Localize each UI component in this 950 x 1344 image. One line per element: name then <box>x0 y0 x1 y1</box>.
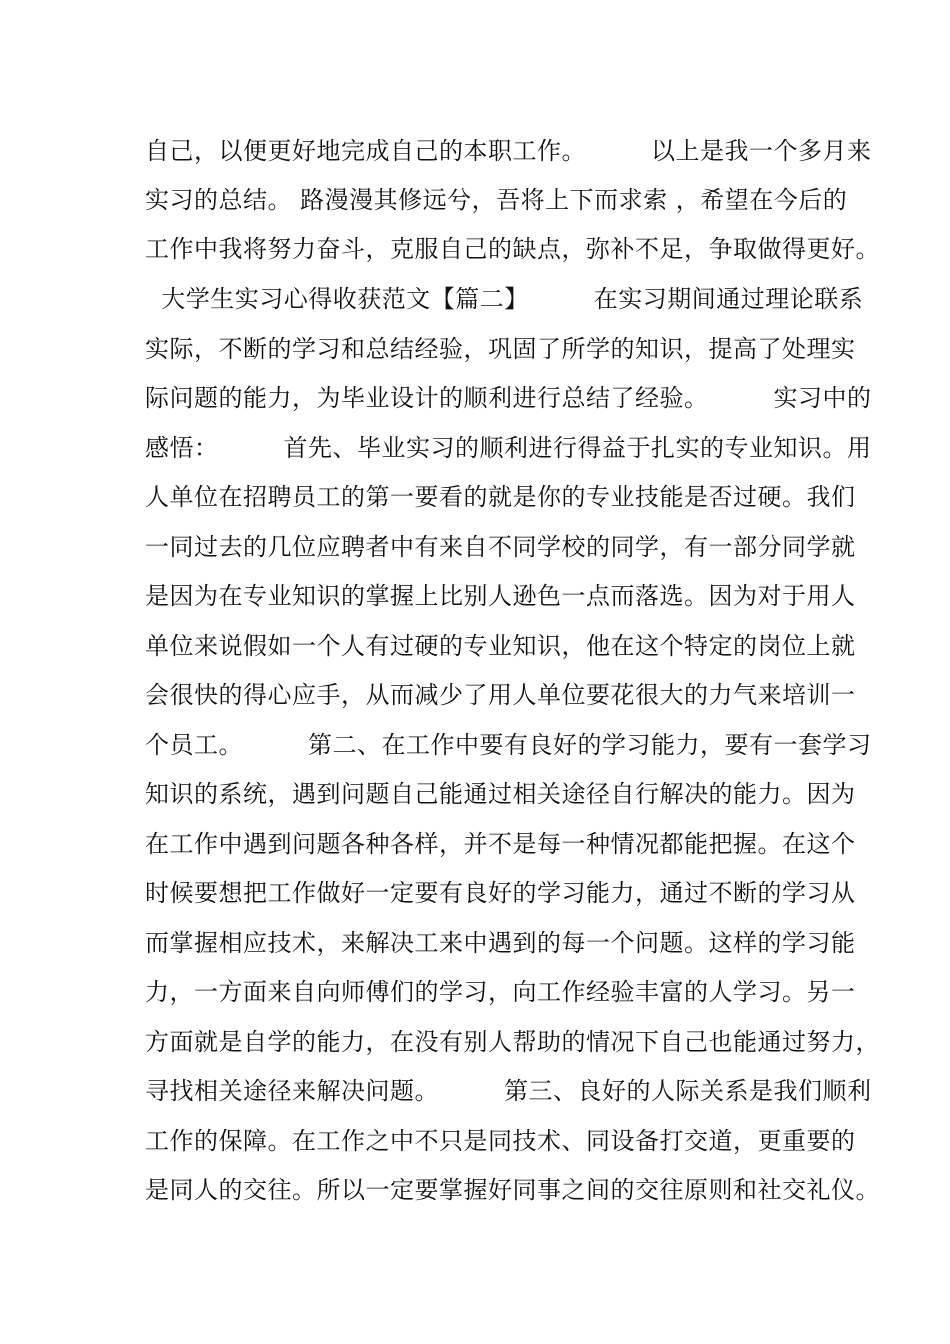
text-line: 时候要想把工作做好一定要有良好的学习能力，通过不断的学习从 <box>145 879 856 907</box>
text-line: 实际，不断的学习和总结经验，巩固了所学的知识，提高了处理实 <box>145 335 856 363</box>
text-line: 方面就是自学的能力，在没有别人帮助的情况下自己也能通过努力， <box>145 1028 880 1056</box>
text-line: 是同人的交往。所以一定要掌握好同事之间的交往原则和社交礼仪。 <box>145 1176 880 1204</box>
text-line: 在工作中遇到问题各种各样，并不是每一种情况都能把握。在这个 <box>145 830 856 858</box>
text-line: 一同过去的几位应聘者中有来自不同学校的同学，有一部分同学就 <box>145 533 856 561</box>
text-line: 人单位在招聘员工的第一要看的就是你的专业技能是否过硬。我们 <box>145 483 856 511</box>
text-line: 际问题的能力，为毕业设计的顺利进行总结了经验。 实习中的 <box>145 384 872 412</box>
text-line: 感悟： 首先、毕业实习的顺利进行得益于扎实的专业知识。用 <box>145 434 872 462</box>
text-line: 工作中我将努力奋斗，克服自己的缺点，弥补不足，争取做得更好。 <box>145 235 880 263</box>
text-line: 而掌握相应技术，来解决工来中遇到的每一个问题。这样的学习能 <box>145 929 856 957</box>
text-line: 单位来说假如一个人有过硬的专业知识，他在这个特定的岗位上就 <box>145 632 856 660</box>
text-line: 知识的系统，遇到问题自己能通过相关途径自行解决的能力。因为 <box>145 780 856 808</box>
text-line: 工作的保障。在工作之中不只是同技术、同设备打交道，更重要的 <box>145 1127 856 1155</box>
text-line: 个员工。 第二、在工作中要有良好的学习能力，要有一套学习 <box>145 731 872 759</box>
text-line: 力，一方面来自向师傅们的学习，向工作经验丰富的人学习。另一 <box>145 978 856 1006</box>
text-line: 自己，以便更好地完成自己的本职工作。 以上是我一个多月来 <box>145 137 872 165</box>
section-heading-line: 大学生实习心得收获范文【篇二】 在实习期间通过理论联系 <box>145 285 864 313</box>
text-line: 会很快的得心应手，从而减少了用人单位要花很大的力气来培训一 <box>145 681 856 709</box>
text-line: 实习的总结。 路漫漫其修远兮，吾将上下而求索 ，希望在今后的 <box>145 186 848 214</box>
text-line: 寻找相关途径来解决问题。 第三、良好的人际关系是我们顺利 <box>145 1077 872 1105</box>
text-line: 是因为在专业知识的掌握上比别人逊色一点而落选。因为对于用人 <box>145 582 856 610</box>
